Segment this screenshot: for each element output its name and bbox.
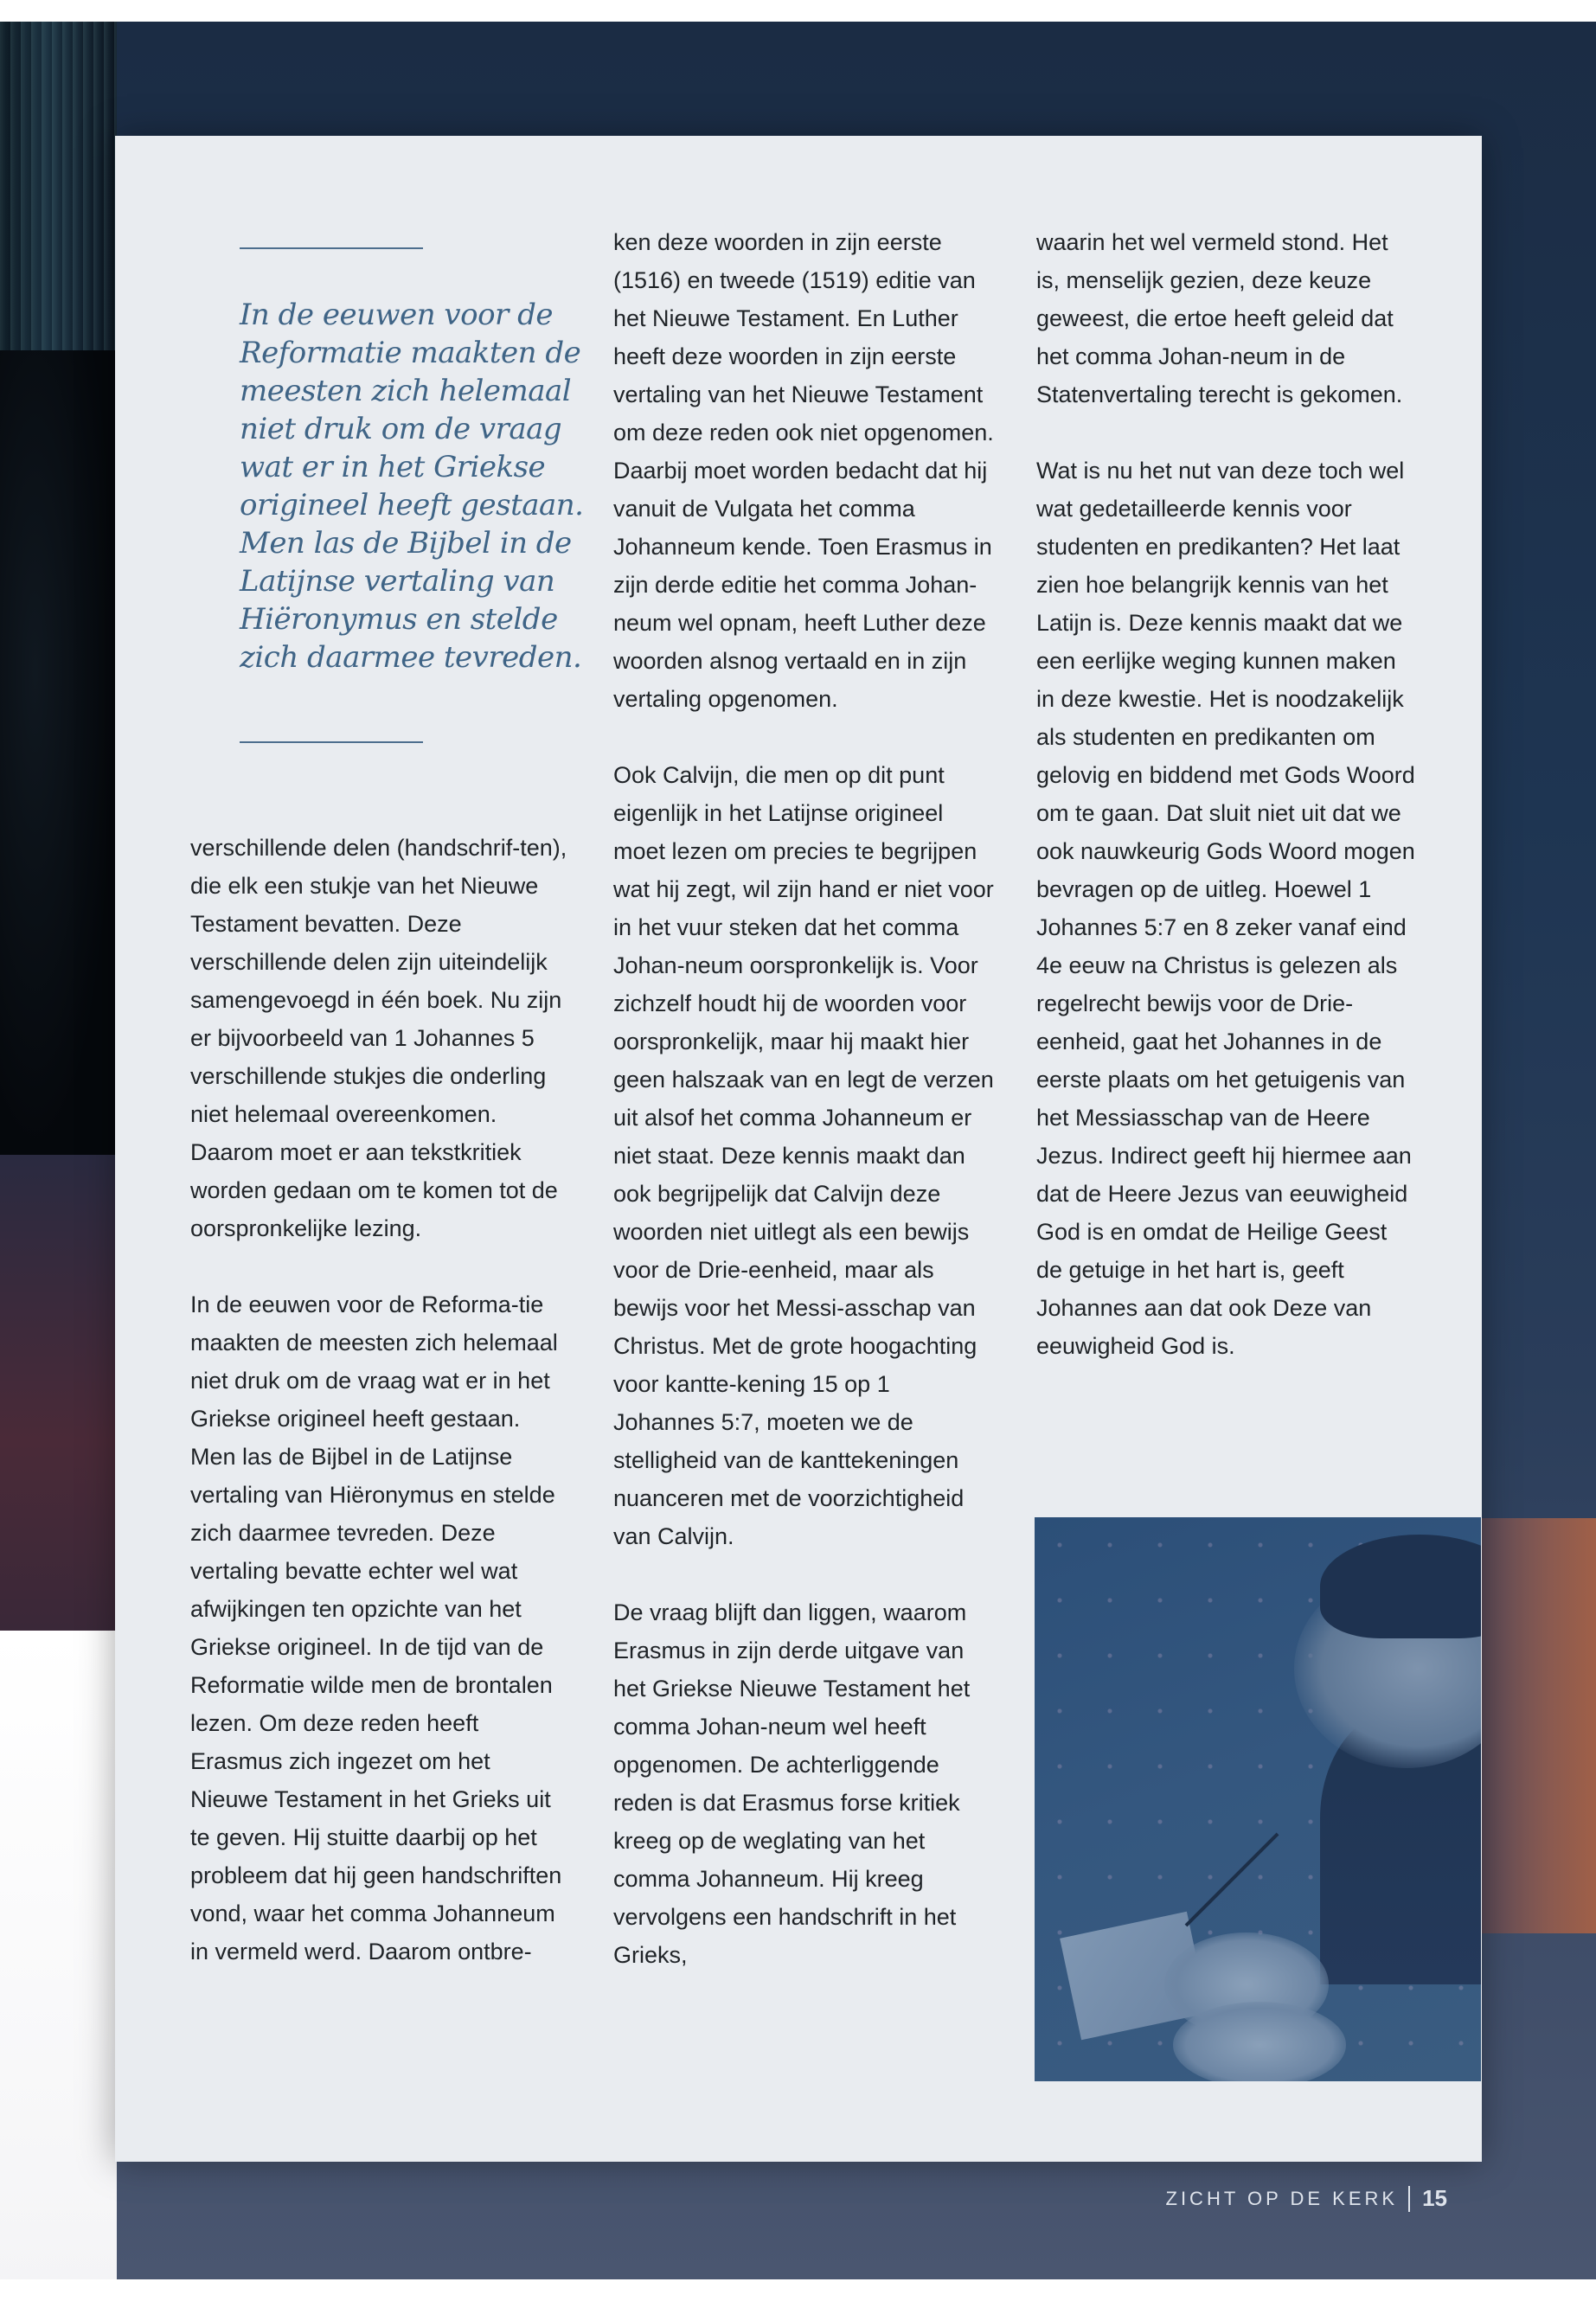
background-white-band [0, 1631, 117, 2279]
pull-quote: In de eeuwen voor de Reformatie maakten de meesten zich helemaal niet druk om de vraag wat er in het Griekse origineel heeft gestaan. Men las de Bijbel in de Latijnse vertaling van Hiëronymus en stelde zich daarmee tevreden. [240, 298, 584, 675]
article-column-1 [190, 829, 571, 1971]
paragraph: In de eeuwen voor de Reforma-tie maakten de meesten zich helemaal niet druk om de vraag wat er in het Griekse origineel heeft gestaan. Men las de Bijbel in de Latijnse vertaling van Hiëronymus en stelde zich daarmee tevreden. Deze vertaling bevatte echter wel wat afwijkingen ten opzichte van het Griekse origineel. In de tijd van de Reformatie wilde men de brontalen lezen. Om deze reden heeft Erasmus zich ingezet om het Nieuwe Testament in het Grieks uit te geven. Hij stuitte daarbij op het probleem dat hij geen handschriften vond, waar het comma Johanneum in vermeld werd. Daarom ontbre- [190, 1292, 562, 1965]
background-shadow-area [0, 350, 117, 1155]
paragraph: ken deze woorden in zijn eerste (1516) en tweede (1519) editie van het Nieuwe Testament. En Luther heeft deze woorden in zijn eerste vertaling van het Nieuwe Testament om deze reden ook niet opgenomen. Daarbij moet worden bedacht dat hij vanuit de Vulgata het comma Johanneum kende. Toen Erasmus in zijn derde editie het comma Johan-neum wel opnam, heeft Luther deze woorden alsnog vertaald en in zijn vertaling opgenomen. [613, 229, 994, 712]
pull-quote-rule-top [240, 247, 423, 249]
pull-quote-rule-bottom [240, 741, 423, 743]
paragraph: Ook Calvijn, die men op dit punt eigenlijk in het Latijnse origineel moet lezen om precies te begrijpen wat hij zegt, wil zijn hand er niet voor in het vuur steken dat het comma Johan-neum oorspronkelijk is. Voor zichzelf houdt hij de woorden voor oorspronkelijk, maar hij maakt hier geen halszaak van en legt de verzen uit alsof het comma Johanneum er niet staat. Deze kennis maakt dan ook begrijpelijk dat Calvijn deze woorden niet uitlegt als een bewijs voor de Drie-eenheid, maar als bewijs voor het Messi-asschap van Christus. Met de grote hoogachting voor kantte-kening 15 op 1 Johannes 5:7, moeten we de stelligheid van de kanttekeningen nuanceren met de voorzichtigheid van Calvijn. [613, 762, 994, 1549]
paragraph: verschillende delen (handschrif-ten), die elk een stukje van het Nieuwe Testament bevatten. Deze verschillende delen zijn uiteindelijk samengevoegd in één boek. Nu zijn er bijvoorbeeld van 1 Johannes 5 verschillende stukjes die onderling niet helemaal overeenkomen. Daarom moet er aan tekstkritiek worden gedaan om te komen tot de oorspronkelijke lezing. [190, 835, 567, 1241]
background-red-accent [1479, 1518, 1596, 1933]
erasmus-portrait-image [1035, 1517, 1481, 2081]
portrait-resting-hand [1173, 2002, 1346, 2081]
footer-divider [1408, 2186, 1410, 2212]
paragraph: De vraag blijft dan liggen, waarom Erasmus in zijn derde uitgave van het Griekse Nieuwe Testament het comma Johan-neum wel heeft opgenomen. De achterliggende reden is dat Erasmus forse kritiek kreeg op de weglating van het comma Johanneum. Hij kreeg vervolgens een handschrift in het Grieks, [613, 1599, 971, 1968]
paragraph: waarin het wel vermeld stond. Het is, menselijk gezien, deze keuze geweest, die ertoe heeft geleid dat het comma Johan-neum in de Statenvertaling terecht is gekomen. [1036, 229, 1403, 407]
background-curtain-texture [0, 22, 117, 368]
article-column-3 [1036, 223, 1417, 1365]
article-column-2 [613, 223, 994, 1974]
paragraph: Wat is nu het nut van deze toch wel wat gedetailleerde kennis voor studenten en predikanten? Het laat zien hoe belangrijk kennis van het Latijn is. Deze kennis maakt dat we een eerlijke weging kunnen maken in deze kwestie. Het is noodzakelijk als studenten en predikanten om gelovig en biddend met Gods Woord om te gaan. Dat sluit niet uit dat we ook nauwkeurig Gods Woord mogen bevragen op de uitleg. Hoewel 1 Johannes 5:7 en 8 zeker vanaf eind 4e eeuw na Christus is gelezen als regelrecht bewijs voor de Drie-eenheid, gaat het Johannes in de eerste plaats om het getuigenis van het Messiasschap van de Heere Jezus. Indirect geeft hij hiermee aan dat de Heere Jezus van eeuwigheid God is en omdat de Heilige Geest de getuige in het hart is, geeft Johannes aan dat ook Deze van eeuwigheid God is. [1036, 458, 1415, 1359]
page-number: 15 [1422, 2185, 1447, 2211]
background-red-band [0, 1155, 117, 1631]
magazine-title: ZICHT OP DE KERK [1165, 2187, 1399, 2209]
page-footer [1166, 2185, 1448, 2212]
